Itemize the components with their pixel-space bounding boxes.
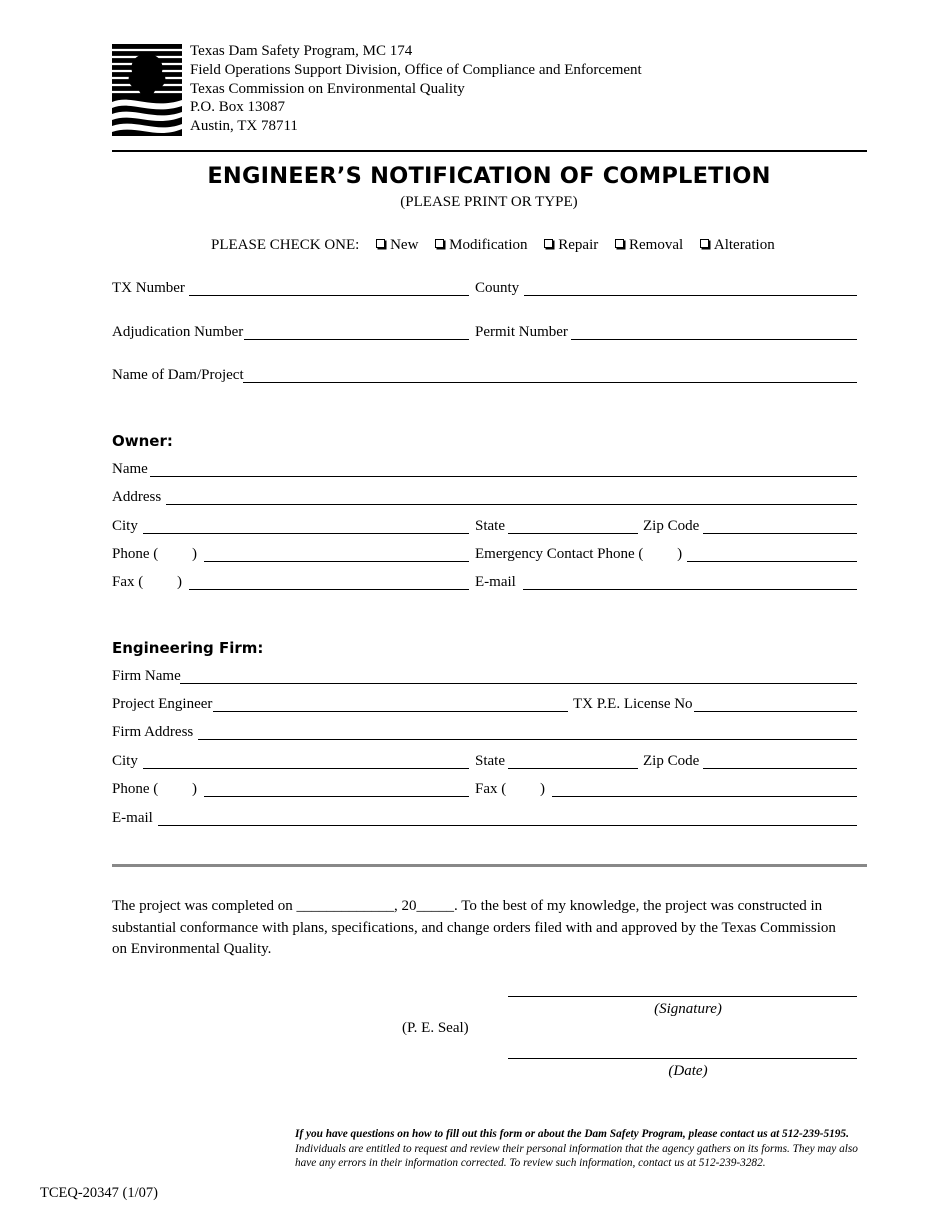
owner-email-label: E-mail	[475, 574, 516, 590]
form-subtitle: (PLEASE PRINT OR TYPE)	[400, 194, 578, 210]
checkbox-icon	[700, 239, 709, 248]
firm-address-row	[112, 724, 867, 744]
firm-name-row	[112, 668, 867, 688]
privacy-notice: Individuals are entitled to request and review their personal information that the agency gathers on its forms. They may also have any errors in their information corrected. To review such information, contact us at 512-239-3282.	[295, 1142, 858, 1170]
firm-email-field[interactable]	[158, 825, 857, 826]
tx-number-field[interactable]	[189, 295, 469, 296]
address-line: Texas Dam Safety Program, MC 174	[190, 43, 413, 59]
checkbox-modification[interactable]: Modification	[435, 237, 527, 254]
address-line: P.O. Box 13087	[190, 99, 286, 116]
address-line: Texas Commission on Environmental Quality	[190, 80, 465, 97]
owner-name-label: Name	[112, 461, 148, 477]
firm-city-field[interactable]	[143, 768, 469, 769]
engineering-firm-heading: Engineering Firm:	[112, 639, 264, 657]
address-line: Field Operations Support Division, Office of Compliance and Enforcement	[190, 61, 642, 78]
date-label: (Date)	[668, 1063, 708, 1079]
emergency-phone-label: Emergency Contact Phone ( )	[475, 546, 683, 562]
check-one-label: PLEASE CHECK ONE:	[211, 237, 360, 253]
owner-fax-field[interactable]	[189, 589, 469, 590]
firm-state-label: State	[475, 753, 505, 769]
license-label: TX P.E. License No	[573, 696, 693, 712]
dam-name-label: Name of Dam/Project	[112, 367, 244, 383]
project-type-checkboxes	[211, 237, 775, 254]
firm-email-row	[112, 810, 867, 830]
adjudication-label: Adjudication Number	[112, 324, 244, 340]
firm-state-field[interactable]	[508, 768, 638, 769]
footer-notice	[295, 1127, 865, 1171]
checkbox-icon	[435, 239, 444, 248]
owner-phone-label: Phone ( )	[112, 546, 197, 562]
owner-fax-row	[112, 574, 867, 594]
permit-field[interactable]	[571, 339, 857, 340]
firm-phone-label: Phone ( )	[112, 781, 197, 797]
firm-email-label: E-mail	[112, 810, 153, 826]
county-field[interactable]	[524, 295, 857, 296]
owner-zip-label: Zip Code	[643, 518, 700, 534]
owner-address-field[interactable]	[166, 504, 857, 505]
owner-email-field[interactable]	[523, 589, 857, 590]
signature-label: (Signature)	[654, 1001, 722, 1017]
firm-zip-field[interactable]	[703, 768, 857, 769]
completion-statement: The project was completed on _____________, 20_____. To the best of my knowledge, the project was constructed in substantial conformance with plans, specifications, and change orders filed with and approved by the Texas Commission on Environmental Quality.	[112, 898, 836, 957]
owner-state-field[interactable]	[508, 533, 638, 534]
pe-seal-label: (P. E. Seal)	[402, 1020, 469, 1036]
project-engineer-field[interactable]	[213, 711, 568, 712]
owner-heading: Owner:	[112, 432, 173, 450]
owner-city-row	[112, 518, 867, 538]
firm-address-field[interactable]	[198, 739, 857, 740]
firm-city-row	[112, 753, 867, 773]
firm-name-label: Firm Name	[112, 668, 181, 684]
owner-phone-row	[112, 546, 867, 566]
section-divider	[112, 864, 867, 867]
license-field[interactable]	[694, 711, 857, 712]
county-label: County	[475, 280, 520, 296]
checkbox-removal[interactable]: Removal	[615, 237, 683, 254]
checkbox-icon	[615, 239, 624, 248]
dam-name-row	[112, 367, 867, 387]
firm-fax-field[interactable]	[552, 796, 857, 797]
signature-field[interactable]	[508, 996, 857, 997]
tx-number-row	[112, 280, 867, 300]
dam-name-field[interactable]	[243, 382, 857, 383]
owner-fax-label: Fax ( )	[112, 574, 182, 590]
emergency-phone-field[interactable]	[687, 561, 857, 562]
form-number: TCEQ-20347 (1/07)	[40, 1185, 158, 1201]
owner-state-label: State	[475, 518, 505, 534]
adjudication-field[interactable]	[244, 339, 469, 340]
firm-city-label: City	[112, 753, 138, 769]
checkbox-alteration[interactable]: Alteration	[700, 237, 775, 254]
owner-city-label: City	[112, 518, 138, 534]
project-engineer-row	[112, 696, 867, 716]
agency-address	[190, 42, 642, 136]
adjudication-row	[112, 324, 867, 344]
owner-address-label: Address	[112, 489, 162, 505]
tceq-logo-icon	[112, 44, 182, 136]
firm-fax-label: Fax ( )	[475, 781, 545, 797]
permit-label: Permit Number	[475, 324, 568, 340]
firm-phone-row	[112, 781, 867, 801]
header-divider	[112, 150, 867, 152]
form-title: ENGINEER’S NOTIFICATION OF COMPLETION	[207, 163, 771, 189]
owner-phone-field[interactable]	[204, 561, 469, 562]
checkbox-repair[interactable]: Repair	[544, 237, 598, 254]
owner-zip-field[interactable]	[703, 533, 857, 534]
tx-number-label: TX Number	[112, 280, 185, 296]
firm-zip-label: Zip Code	[643, 753, 700, 769]
owner-address-row	[112, 489, 867, 509]
firm-address-label: Firm Address	[112, 724, 194, 740]
checkbox-new[interactable]: New	[376, 237, 418, 254]
firm-phone-field[interactable]	[204, 796, 469, 797]
checkbox-icon	[376, 239, 385, 248]
date-field[interactable]	[508, 1058, 857, 1059]
contact-notice: If you have questions on how to fill out this form or about the Dam Safety Program, please contact us at 512-239-5195.	[295, 1128, 849, 1140]
owner-name-field[interactable]	[150, 476, 857, 477]
firm-name-field[interactable]	[180, 683, 857, 684]
address-line: Austin, TX 78711	[190, 118, 298, 135]
project-engineer-label: Project Engineer	[112, 696, 213, 712]
owner-name-row	[112, 461, 867, 481]
checkbox-icon	[544, 239, 553, 248]
owner-city-field[interactable]	[143, 533, 469, 534]
